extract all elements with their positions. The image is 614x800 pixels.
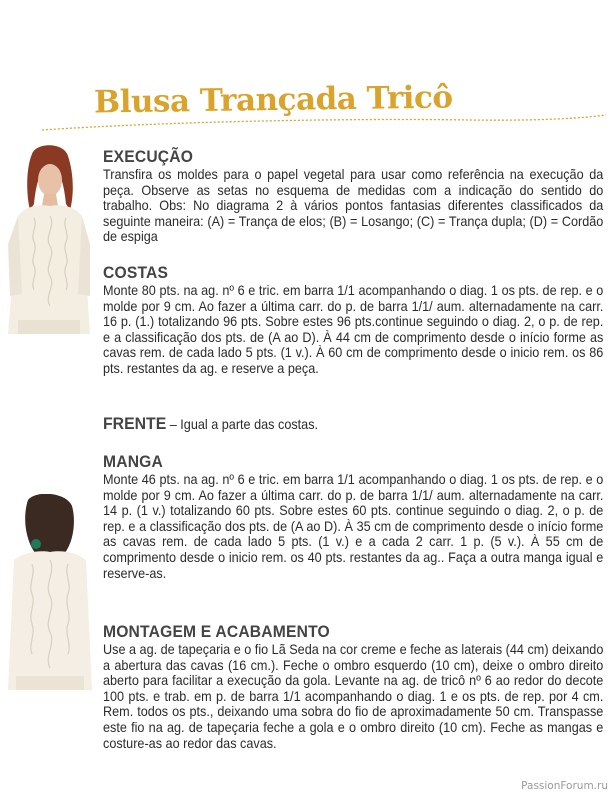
model-photo-back bbox=[6, 494, 94, 696]
page-title: Blusa Trançada Tricô bbox=[93, 79, 453, 121]
section-heading: FRENTE bbox=[103, 414, 167, 433]
model-photo-front bbox=[4, 144, 94, 342]
section-execucao bbox=[103, 147, 603, 245]
watermark: PassionForum.ru bbox=[521, 780, 608, 792]
section-heading: EXECUÇÃO bbox=[103, 147, 194, 166]
section-text: Use a ag. de tapeçaria e o fio Lã Seda na cor creme e feche as laterais (44 cm) deixando a abertura das cavas (16 cm.). Feche o ombro esquerdo (10 cm), deixe o ombro direito aberto para facilitar a execução da gola. Levante na ag. de tricô nº 6 ao redor do decote 100 pts. e trab. em p. de barra 1/1 acompanhando o diag. 1 e os pts. de rep. por 4 cm. Rem. todos os pts., deixando uma sobra do fio de aproximadamente 50 cm. Transpasse este fio na ag. de tapeçaria feche a gola e o ombro direito (10 cm). Feche as mangas e costure-as ao redor das cavas. bbox=[103, 642, 604, 751]
section-text: Transfira os moldes para o papel vegetal para usar como referência na execução da peça. Observe as setas no esquema de medidas com a indicação do sentido do trabalho. Obs: No diagrama 2 à vários pontos fantasias diferentes classificados da seguinte maneira: (A) = Trança de elos; (B) = Losango; (C) = Trança dupla; (D) = Cordão de espiga bbox=[103, 167, 604, 245]
section-heading: COSTAS bbox=[103, 263, 169, 282]
section-text: Monte 80 pts. na ag. nº 6 e tric. em barra 1/1 acompanhando o diag. 1 os pts. de rep. e o molde por 9 cm. Ao fazer a última carr. do p. de barra 1/1/ aum. alternadamente na carr. 16 p. (1.) totalizando 96 pts. Sobre estes 96 pts.continue seguindo o diag. 2, o p. de rep. e a classificação dos pts. de (A ao D). À 44 cm de comprimento desde o início forme as cavas rem. de cada lado 5 pts. (1 v.). À 60 cm de comprimento desde o inicio rem. os 86 pts. restantes da ag. e reserve a peça. bbox=[103, 283, 604, 376]
title-underline-flourish bbox=[40, 112, 610, 142]
section-text: – Igual a parte das costas. bbox=[169, 417, 319, 432]
section-text: Monte 46 pts. na ag. nº 6 e tric. em barra 1/1 acompanhando o diag. 1 os pts. de rep. e o molde por 9 cm. Ao fazer a última carr. do p. de barra 1/1/ aum. alternadamente na carr. 14 p. (1 v.) totalizando 60 pts. Sobre estes 60 pts. continue seguindo o diag. 2, o p. de rep. e a classificação dos pts. de (A ao D). À 35 cm de comprimento desde o início forme as cavas rem. de cada lado 5 pts. (1 v.) e a cada 2 carr. 1 p. (5 v.). À 55 cm de comprimento desde o inicio rem. os 40 pts. restantes da ag.. Faça a outra manga igual e reserve-as. bbox=[103, 472, 604, 581]
section-costas bbox=[103, 263, 603, 377]
section-manga bbox=[103, 452, 603, 581]
section-frente bbox=[103, 416, 603, 433]
section-heading: MONTAGEM E ACABAMENTO bbox=[103, 622, 330, 641]
section-frente-line bbox=[103, 416, 603, 433]
section-heading: MANGA bbox=[103, 452, 164, 471]
section-montagem bbox=[103, 622, 603, 751]
